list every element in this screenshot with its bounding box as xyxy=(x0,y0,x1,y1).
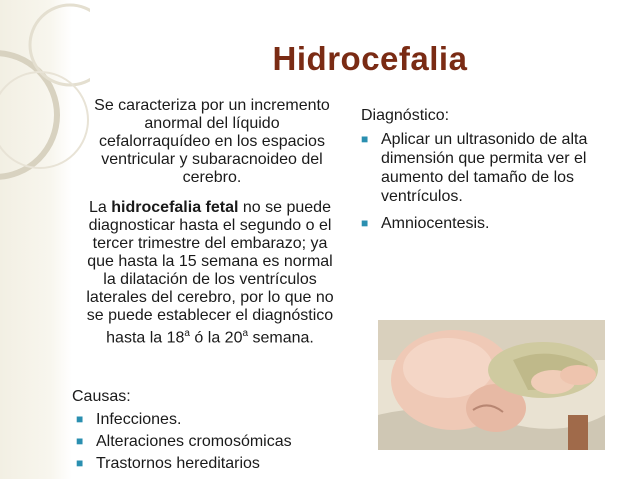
infant-illustration xyxy=(378,320,605,450)
square-bullet-icon: ■ xyxy=(76,412,84,426)
fetal-text-2: ó la 20 xyxy=(189,329,243,347)
square-bullet-icon: ■ xyxy=(76,434,84,448)
list-item-text: Infecciones. xyxy=(96,411,182,428)
list-item xyxy=(361,214,626,233)
list-item xyxy=(76,432,292,451)
fetal-paragraph xyxy=(85,199,335,347)
diagnostico-heading: Diagnóstico: xyxy=(361,107,450,124)
intro-paragraph: Se caracteriza por un incremento anormal del líquido cefalorraquídeo en los espacios ventricular y subaracnoideo del cerebro. xyxy=(94,97,330,186)
causas-list xyxy=(76,410,292,476)
list-item-text: Trastornos hereditarios xyxy=(96,455,260,472)
square-bullet-icon: ■ xyxy=(361,216,369,230)
superscript-a: a xyxy=(184,328,190,339)
list-item-text: Alteraciones cromosómicas xyxy=(96,433,292,450)
square-bullet-icon: ■ xyxy=(76,456,84,470)
diagnostico-list xyxy=(361,130,626,241)
superscript-a: a xyxy=(242,328,249,339)
list-item xyxy=(76,454,292,473)
decorative-circles xyxy=(0,0,90,479)
slide-title: Hidrocefalia xyxy=(272,40,468,77)
list-item xyxy=(361,130,626,206)
list-item-text: Aplicar un ultrasonido de alta dimensión que permita ver el aumento del tamaño de los ventrículos. xyxy=(381,131,588,205)
fetal-bold-term: hidrocefalia fetal xyxy=(111,199,239,216)
fetal-prefix: La xyxy=(89,199,112,216)
decorative-background xyxy=(0,0,72,479)
causas-heading: Causas: xyxy=(72,388,131,405)
square-bullet-icon: ■ xyxy=(361,132,369,146)
fetal-text-1: no se puede diagnosticar hasta el segundo o el tercer trimestre del embarazo; ya que hasta la 15 semana es normal la dilatación de los ventrículos laterales del cerebro, por lo que no se puede establecer el diagnóstico hasta la 18 xyxy=(86,199,334,347)
list-item xyxy=(76,410,292,429)
list-item-text: Amniocentesis. xyxy=(381,215,490,232)
fetal-text-3: semana. xyxy=(248,329,314,347)
infant-photo xyxy=(378,320,605,450)
